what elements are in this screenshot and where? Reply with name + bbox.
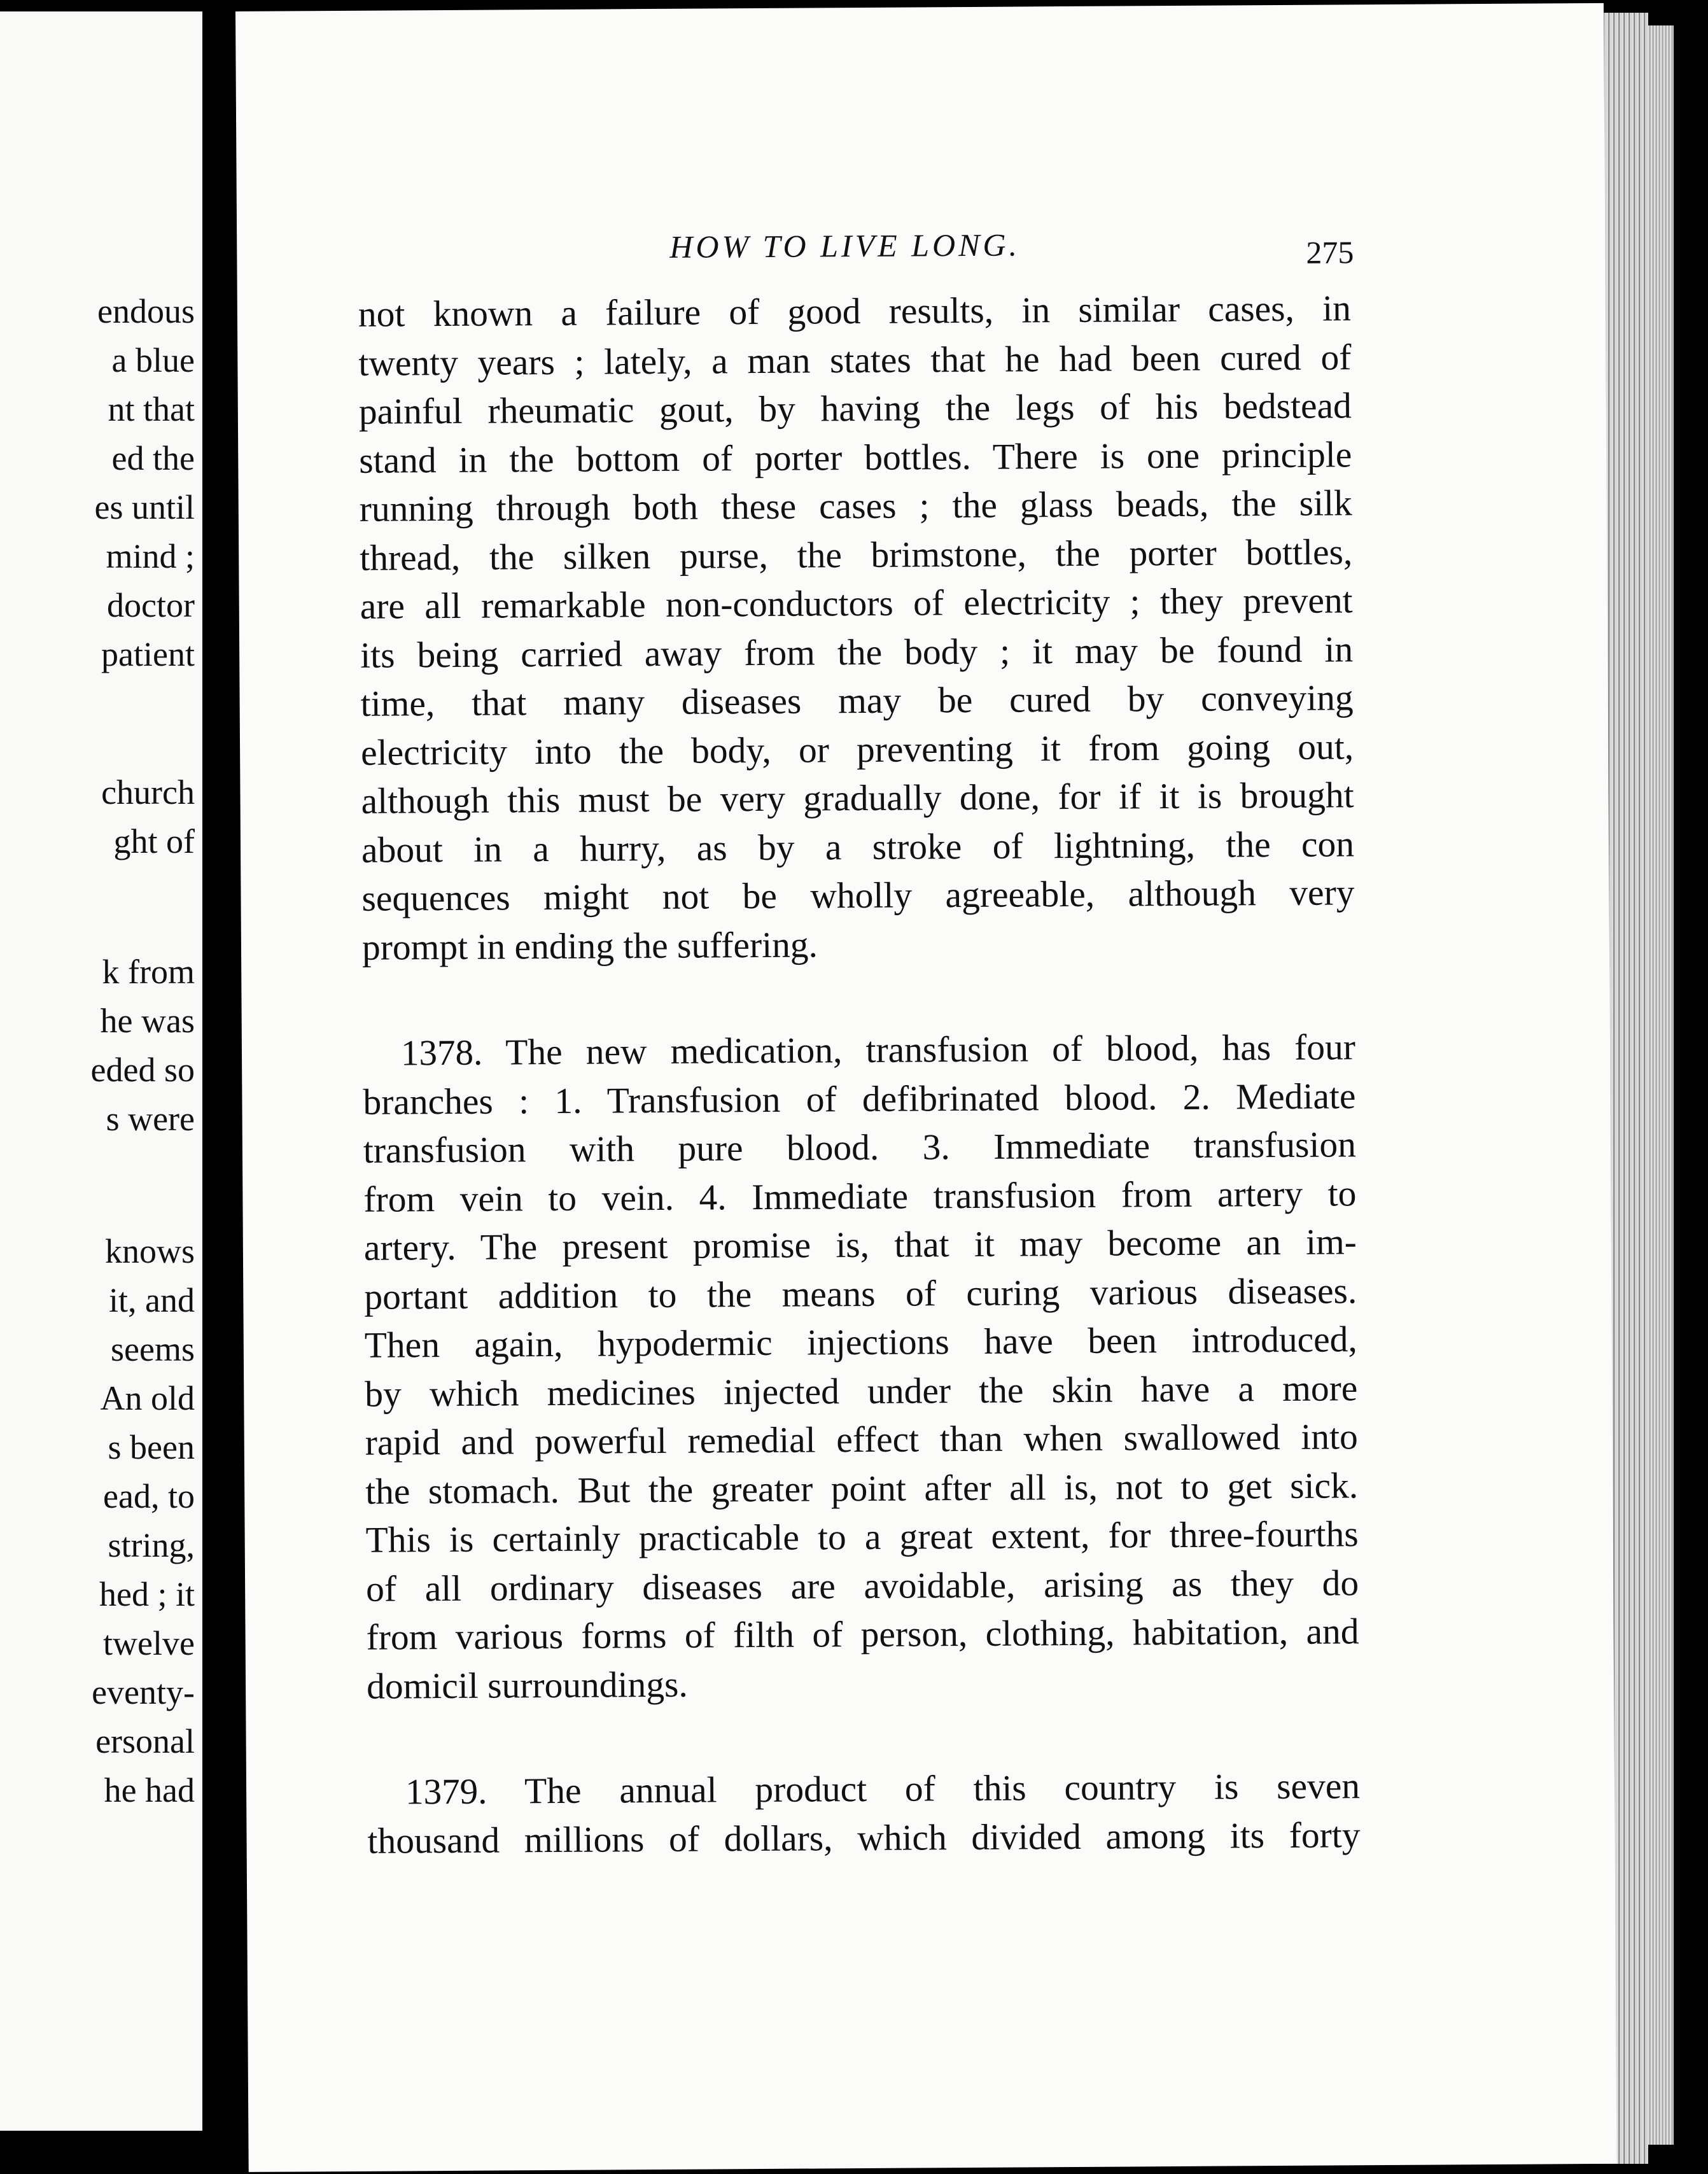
text-line: about in a hurry, as by a stroke of lightning, the con — [361, 824, 1355, 871]
text-line: twenty years ; lately, a man states that he had been cured of — [358, 337, 1352, 384]
left-page-line: twelve — [103, 1624, 195, 1662]
left-page-line: eded so — [90, 1051, 195, 1089]
left-page-line: es until — [94, 488, 195, 526]
paragraph-1378 — [363, 1023, 1360, 1711]
text-line: from vein to vein. 4. Immediate transfusion from artery to — [363, 1173, 1357, 1220]
running-head: HOW TO LIVE LONG. — [669, 227, 1021, 265]
text-line: prompt in ending the suffering. — [361, 924, 818, 968]
text-line: portant addition to the means of curing various diseases. — [364, 1270, 1357, 1317]
left-page-line: hed ; it — [99, 1575, 195, 1613]
paragraph-number: 1379. — [405, 1771, 487, 1813]
text-line: its being carried away from the body ; it may be found in — [360, 629, 1354, 676]
left-page-line: ead, to — [103, 1477, 195, 1515]
left-page-line: s been — [108, 1428, 195, 1466]
left-page-line: patient — [101, 635, 195, 673]
main-page — [235, 3, 1617, 2172]
text-line: the stomach. But the greater point after all is, not to get sick. — [365, 1465, 1359, 1512]
text-line: running through both these cases ; the glass beads, the silk — [359, 483, 1352, 529]
text-line: domicil surroundings. — [366, 1664, 688, 1707]
text-line-first — [363, 1023, 1355, 1078]
book-cover-edge — [1648, 25, 1674, 2145]
left-page-line: eventy- — [92, 1673, 195, 1711]
left-page-line: a blue — [111, 341, 195, 379]
text-line: This is certainly practicable to a great extent, for three-fourths — [365, 1514, 1359, 1560]
left-page-line: it, and — [109, 1281, 195, 1319]
left-page-line: church — [101, 773, 195, 811]
text-line: Then again, hypodermic injections have been introduced, — [364, 1319, 1357, 1366]
page-number: 275 — [1306, 234, 1354, 270]
body-text — [358, 284, 1361, 1865]
left-page-line: string, — [108, 1526, 195, 1564]
text-line: time, that many diseases may be cured by conveying — [360, 678, 1354, 724]
left-page-line: ersonal — [95, 1722, 195, 1760]
text-line-content: The annual product of this country is seven — [524, 1766, 1361, 1812]
left-page-line: mind ; — [106, 537, 195, 575]
text-line: thread, the silken purse, the brimstone, the porter bottles, — [360, 531, 1353, 579]
text-line: transfusion with pure blood. 3. Immediate transfusion — [363, 1125, 1357, 1171]
text-line: branches : 1. Transfusion of defibrinated blood. 2. Mediate — [363, 1076, 1356, 1123]
left-page-line: doctor — [107, 586, 195, 624]
left-page-line: An old — [100, 1379, 195, 1417]
left-page-line: knows — [104, 1232, 195, 1270]
text-line: sequences might not be wholly agreeable, although very — [361, 873, 1355, 919]
text-line: of all ordinary diseases are avoidable, arising as they do — [365, 1562, 1359, 1609]
left-page-line: ght of — [113, 822, 195, 860]
text-line: from various forms of filth of person, clothing, habitation, and — [366, 1611, 1359, 1658]
left-page-line: he had — [104, 1771, 195, 1809]
paragraph-number: 1378. — [400, 1032, 483, 1074]
text-line: by which medicines injected under the skin have a more — [365, 1368, 1358, 1415]
text-line-content: The new medication, transfusion of blood, has four — [505, 1027, 1356, 1073]
left-page-line: he was — [100, 1002, 195, 1040]
left-page-line: nt that — [108, 390, 195, 428]
text-line: stand in the bottom of porter bottles. There is one principle — [359, 434, 1352, 481]
text-line: artery. The present promise is, that it may become an im- — [363, 1222, 1357, 1268]
left-page-line: ed the — [111, 439, 195, 477]
paragraph-continued — [358, 284, 1355, 972]
text-line: thousand millions of dollars, which divided among its forty — [367, 1814, 1361, 1862]
text-line: painful rheumatic gout, by having the legs of his bedstead — [358, 386, 1352, 432]
text-line: not known a failure of good results, in similar cases, in — [358, 288, 1352, 335]
text-line: although this must be very gradually done, for if it is brought — [361, 775, 1354, 822]
left-facing-page — [0, 11, 202, 2131]
left-page-line: k from — [102, 953, 195, 991]
left-page-line: endous — [97, 292, 195, 330]
left-page-line: seems — [111, 1330, 195, 1368]
text-line-first — [367, 1762, 1360, 1817]
paragraph-1379 — [367, 1762, 1361, 1866]
text-line: rapid and powerful remedial effect than when swallowed into — [365, 1417, 1358, 1463]
text-line: are all remarkable non-conductors of electricity ; they prevent — [360, 580, 1353, 627]
left-page-line: s were — [106, 1100, 195, 1138]
text-line: electricity into the body, or preventing it from going out, — [360, 726, 1354, 773]
